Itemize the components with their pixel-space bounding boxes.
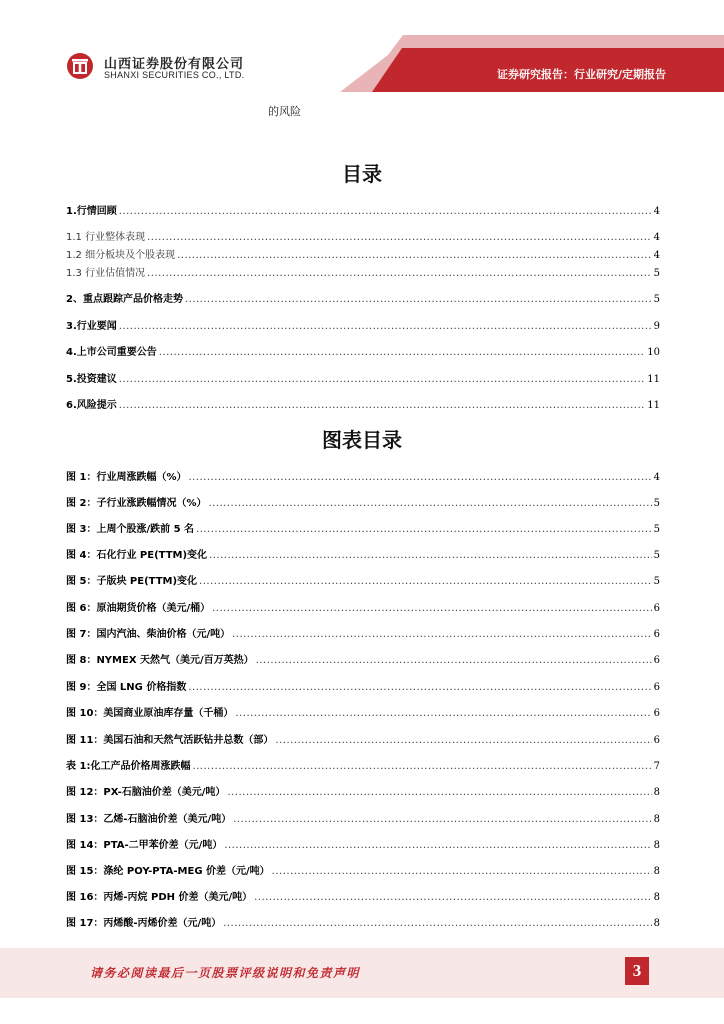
page-header xyxy=(0,0,724,92)
toc-entry[interactable] xyxy=(66,246,660,262)
figure-entry-page: 5 xyxy=(653,524,660,535)
figure-entry[interactable] xyxy=(66,862,660,878)
toc-entry-page: 4 xyxy=(653,232,660,243)
toc-entry-page: 10 xyxy=(647,347,660,358)
figure-entry[interactable] xyxy=(66,678,660,694)
figure-entry-page: 6 xyxy=(653,682,660,693)
figure-entry[interactable] xyxy=(66,546,660,562)
toc-entry[interactable] xyxy=(66,396,660,412)
figure-entry[interactable] xyxy=(66,494,660,510)
figure-entry-page: 6 xyxy=(653,708,660,719)
toc-entry-page: 5 xyxy=(653,268,660,279)
footer-disclaimer: 请务必阅读最后一页股票评级说明和免责声明 xyxy=(90,966,361,980)
figure-entry-label: 图 4：石化行业 PE(TTM)变化 xyxy=(66,550,208,561)
page-number: 3 xyxy=(625,957,649,985)
toc-entry-label: 1.2 细分板块及个股表现 xyxy=(66,250,176,261)
figure-entry[interactable] xyxy=(66,468,660,484)
figure-entry-page: 5 xyxy=(653,550,660,561)
figure-entry-page: 6 xyxy=(653,655,660,666)
figure-entry-page: 8 xyxy=(653,892,660,903)
figure-entry-label: 图 15：涤纶 POY-PTA-MEG 价差（元/吨） xyxy=(66,866,270,877)
figure-entry-label: 表 1:化工产品价格周涨跌幅 xyxy=(66,761,191,772)
figure-entry-page: 8 xyxy=(653,787,660,798)
toc-entry-page: 9 xyxy=(653,321,660,332)
figure-entry-page: 7 xyxy=(653,761,660,772)
figure-entry[interactable] xyxy=(66,836,660,852)
figure-entry[interactable] xyxy=(66,783,660,799)
toc-entry[interactable] xyxy=(66,370,660,386)
figure-entry-label: 图 7：国内汽油、柴油价格（元/吨） xyxy=(66,629,231,640)
figure-entry-page: 8 xyxy=(653,840,660,851)
toc-entry-page: 11 xyxy=(647,400,660,411)
report-type-label: 证券研究报告：行业研究/定期报告 xyxy=(496,68,666,81)
figure-entry-label: 图 13：乙烯-石脑油价差（美元/吨） xyxy=(66,814,232,825)
toc-entry[interactable] xyxy=(66,317,660,333)
toc-entry-label: 6.风险提示 xyxy=(66,400,117,411)
toc-entry[interactable] xyxy=(66,264,660,280)
figure-entry[interactable] xyxy=(66,520,660,536)
toc-entry-page: 5 xyxy=(653,294,660,305)
toc-title: 目录 xyxy=(342,162,382,186)
toc-entry-page: 11 xyxy=(647,374,660,385)
carry-over-text: 的风险 xyxy=(268,105,301,118)
toc-entry-page: 4 xyxy=(653,206,660,217)
figure-entry[interactable] xyxy=(66,704,660,720)
figure-entry-label: 图 11：美国石油和天然气活跃钻井总数（部） xyxy=(66,735,274,746)
figure-entry-label: 图 17：丙烯酸-丙烯价差（元/吨） xyxy=(66,918,222,929)
figure-entry-page: 6 xyxy=(653,629,660,640)
figure-entry-label: 图 12：PX-石脑油价差（美元/吨） xyxy=(66,787,226,798)
figure-entry[interactable] xyxy=(66,572,660,588)
toc-entry-label: 4.上市公司重要公告 xyxy=(66,347,157,358)
figure-entry[interactable] xyxy=(66,810,660,826)
figure-entry-label: 图 14：PTA-二甲苯价差（元/吨） xyxy=(66,840,223,851)
figure-entry[interactable] xyxy=(66,757,660,773)
figure-entry-page: 8 xyxy=(653,814,660,825)
figure-entry-label: 图 2：子行业涨跌幅情况（%） xyxy=(66,498,207,509)
company-name-en: SHANXI SECURITIES CO., LTD. xyxy=(104,70,245,80)
figure-entry-label: 图 8：NYMEX 天然气（美元/百万英热） xyxy=(66,655,254,666)
toc-entry-label: 5.投资建议 xyxy=(66,374,117,385)
toc-entry[interactable] xyxy=(66,290,660,306)
figure-entry-label: 图 16：丙烯-丙烷 PDH 价差（美元/吨） xyxy=(66,892,253,903)
figure-entry[interactable] xyxy=(66,731,660,747)
toc-entry-label: 2、重点跟踪产品价格走势 xyxy=(66,294,183,305)
figure-entry-label: 图 10：美国商业原油库存量（千桶） xyxy=(66,708,234,719)
page-footer xyxy=(0,948,724,998)
figures-title: 图表目录 xyxy=(322,428,402,452)
toc-entry-label: 1.行情回顾 xyxy=(66,206,117,217)
figure-entry-page: 6 xyxy=(653,735,660,746)
toc-entry-label: 1.1 行业整体表现 xyxy=(66,232,146,243)
figure-entry[interactable] xyxy=(66,914,660,930)
figure-entry-label: 图 5：子版块 PE(TTM)变化 xyxy=(66,576,198,587)
figure-entry-page: 8 xyxy=(653,918,660,929)
figure-entry[interactable] xyxy=(66,888,660,904)
toc-entry-label: 1.3 行业估值情况 xyxy=(66,268,146,279)
toc-entry[interactable] xyxy=(66,343,660,359)
figure-entry-page: 4 xyxy=(653,472,660,483)
figure-entry-label: 图 1：行业周涨跌幅（%） xyxy=(66,472,187,483)
figure-entry-page: 5 xyxy=(653,576,660,587)
figure-entry-page: 8 xyxy=(653,866,660,877)
figure-entry[interactable] xyxy=(66,599,660,615)
toc-entry[interactable] xyxy=(66,228,660,244)
figure-entry-label: 图 9：全国 LNG 价格指数 xyxy=(66,682,187,693)
toc-entry-label: 3.行业要闻 xyxy=(66,321,117,332)
figure-entry-page: 6 xyxy=(653,603,660,614)
figure-entry-label: 图 3：上周个股涨/跌前 5 名 xyxy=(66,524,195,535)
toc-entry-page: 4 xyxy=(653,250,660,261)
figure-entry[interactable] xyxy=(66,625,660,641)
figure-entry-page: 5 xyxy=(653,498,660,509)
figure-entry[interactable] xyxy=(66,651,660,667)
company-logo-icon xyxy=(66,52,94,80)
company-name-cn: 山西证券股份有限公司 xyxy=(104,57,245,72)
toc-entry[interactable] xyxy=(66,202,660,218)
figure-entry-label: 图 6：原油期货价格（美元/桶） xyxy=(66,603,211,614)
